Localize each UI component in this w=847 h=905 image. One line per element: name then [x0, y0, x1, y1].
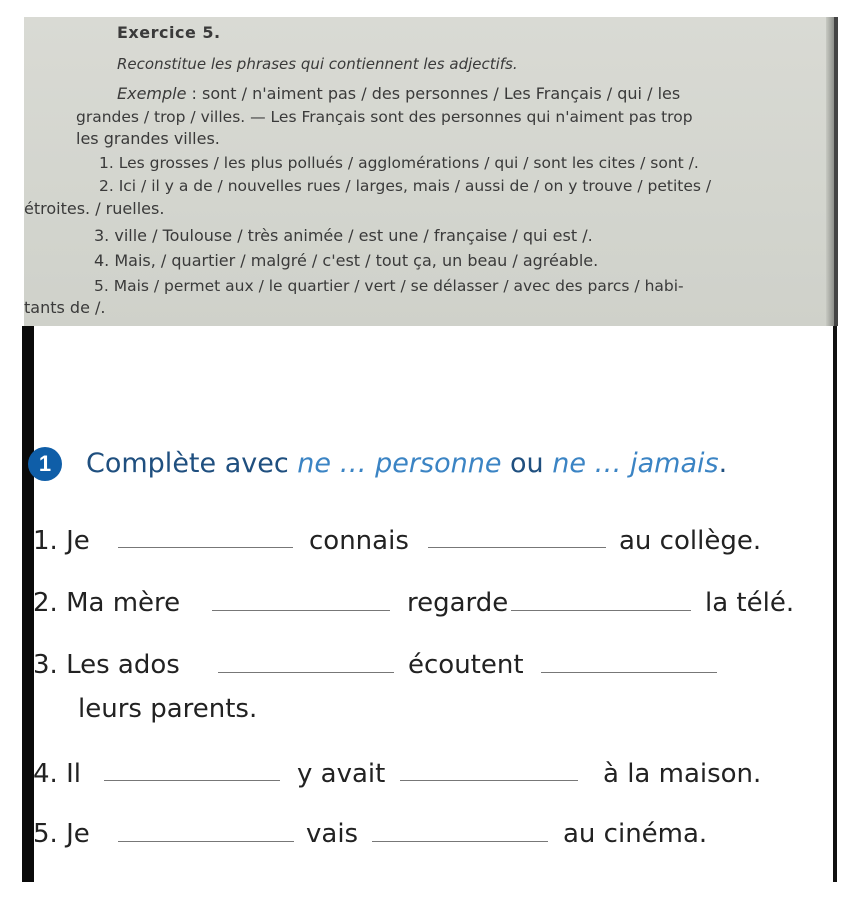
exercise5-item-1: 1. Les grosses / les plus pollués / agglomérations / qui / sont les cites / sont /. — [99, 154, 699, 172]
line-1-middle: connais — [309, 526, 409, 556]
exercise-number-badge: 1 — [28, 447, 62, 481]
line-2-end: la télé. — [705, 588, 795, 618]
line-2-blank-2[interactable] — [511, 610, 691, 611]
exercise5-item-5-line1: 5. Mais / permet aux / le quartier / vert / se délasser / avec des parcs / habi- — [94, 277, 684, 295]
line-1-blank-2[interactable] — [428, 547, 606, 548]
exercise1-title — [86, 448, 727, 479]
title-keyword-jamais: ne … jamais — [552, 448, 719, 479]
line-3-continuation: leurs parents. — [78, 694, 258, 724]
exercise5-instruction: Reconstitue les phrases qui contiennent les adjectifs. — [117, 55, 518, 73]
example-label: Exemple — [117, 84, 187, 103]
line-4-end: à la maison. — [603, 759, 762, 789]
example-text-1: : sont / n'aiment pas / des personnes / Les Français / qui / les — [191, 84, 681, 103]
line-4-start: 4. Il — [33, 759, 81, 789]
exercise5-item-4: 4. Mais, / quartier / malgré / c'est / tout ça, un beau / agréable. — [94, 251, 599, 270]
exercise5-item-5-line2: tants de /. — [24, 298, 106, 317]
line-1-start: 1. Je — [33, 526, 90, 556]
title-period: . — [718, 448, 728, 479]
exercise5-item-3: 3. ville / Toulouse / très animée / est une / française / qui est /. — [94, 226, 593, 245]
title-part-a: Complète avec — [86, 448, 298, 479]
line-5-start: 5. Je — [33, 819, 90, 849]
exercise5-item-2-line1: 2. Ici / il y a de / nouvelles rues / larges, mais / aussi de / on y trouve / petites / — [99, 177, 712, 195]
exercise5-item-2-line2: étroites. / ruelles. — [24, 199, 165, 218]
line-1-blank-1[interactable] — [118, 547, 293, 548]
line-1-end: au collège. — [619, 526, 762, 556]
line-5-blank-1[interactable] — [118, 841, 294, 842]
line-3-middle: écoutent — [408, 650, 524, 680]
line-2-blank-1[interactable] — [212, 610, 390, 611]
line-4-blank-1[interactable] — [104, 780, 280, 781]
exercise5-title: Exercice 5. — [117, 23, 221, 42]
line-2-middle: regarde — [407, 588, 509, 618]
line-4-blank-2[interactable] — [400, 780, 578, 781]
exercise5-example-line3: les grandes villes. — [76, 129, 220, 148]
line-5-blank-2[interactable] — [372, 841, 548, 842]
title-keyword-personne: ne … personne — [297, 448, 502, 479]
line-3-start: 3. Les ados — [33, 650, 180, 680]
line-3-blank-2[interactable] — [541, 672, 717, 673]
title-part-ou: ou — [501, 448, 553, 479]
line-2-start: 2. Ma mère — [33, 588, 181, 618]
line-5-end: au cinéma. — [563, 819, 708, 849]
line-4-middle: y avait — [297, 759, 386, 789]
line-5-middle: vais — [306, 819, 359, 849]
line-3-blank-1[interactable] — [218, 672, 394, 673]
exercise5-example-line2: grandes / trop / villes. — Les Français sont des personnes qui n'aiment pas trop — [76, 108, 693, 126]
